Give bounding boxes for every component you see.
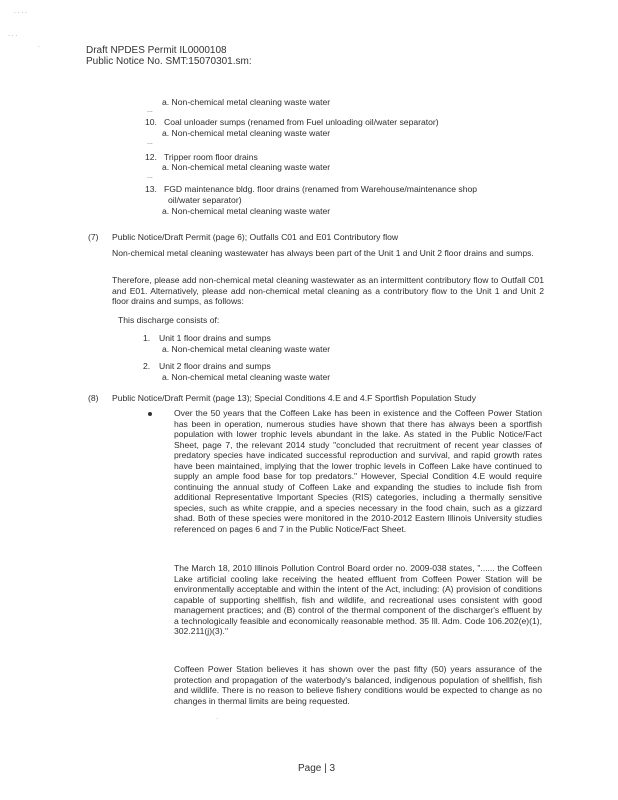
scan-speck: · · · · [14,10,27,16]
ellipsis: ... [147,139,153,146]
ellipsis: ... [147,173,153,180]
scan-speck: · · · [8,33,18,39]
list-item-sub: a. Non-chemical metal cleaning waste water [162,97,331,107]
list-item-text: FGD maintenance bldg. floor drains (renamed from Warehouse/maintenance shop [164,184,478,194]
section-number: (8) [88,393,99,403]
list-item-number: 12. [145,152,157,162]
list-item-sub: a. Non-chemical metal cleaning waste water [162,344,331,354]
scan-speck: · [38,44,40,50]
section-title: Public Notice/Draft Permit (page 13); Special Conditions 4.E and 4.F Sportfish Population Study [112,393,476,403]
page-header [86,45,252,67]
section-paragraph: Non-chemical metal cleaning wastewater has always been part of the Unit 1 and Unit 2 floor drains and sumps. [112,248,534,258]
list-item-text: Tripper room floor drains [164,152,258,162]
header-notice-line: Public Notice No. SMT:15070301.sm: [86,56,252,67]
bullet-icon [148,412,152,416]
section-paragraph: The March 18, 2010 Illinois Pollution Control Board order no. 2009-038 states, "...... the Coffeen Lake artificial cooling lake receiving the heated effluent from Coffeen Power Station will be environmentally acceptable and within the intent of the Act, including: (A) provision of conditions capable of supporting shellfish, fish and wildlife, and recreational uses consistent with good management practices; and (B) control of the thermal component of the discharger's effluent by a technologically feasible and economically reasonable method. 35 Ill. Adm. Code 106.202(e)(1), 302.211(j)(3)." [174,563,542,637]
list-item-number: 10. [145,117,157,127]
list-item-sub: a. Non-chemical metal cleaning waste water [162,128,331,138]
list-item-sub: a. Non-chemical metal cleaning waste water [162,162,331,172]
scan-speck: · [216,716,218,722]
list-item-text-cont: oil/water separator) [168,195,242,205]
list-item-text: Coal unloader sumps (renamed from Fuel unloading oil/water separator) [164,117,439,127]
section-title: Public Notice/Draft Permit (page 6); Outfalls C01 and E01 Contributory flow [112,232,399,242]
section-paragraph: Over the 50 years that the Coffeen Lake has been in existence and the Coffeen Power Station has been in operation, numerous studies have shown that there has always been a sportfish population with lower trophic levels abundant in the lake. As stated in the Public Notice/Fact Sheet, page 7, the relevant 2014 study "concluded that recruitment of recent year classes of predatory species have indicated successful reproduction and survival, and rapid growth rates have been maintained, implying that the lower trophic levels in Coffeen Lake have continued to supply an ample food base for top predators." However, Special Condition 4.E would require continuing the annual study of Coffeen Lake and expanding the studies to include fish from additional Representative Important Species (RIS) categories, including a thermally sensitive species, such as white crappie, and a species necessary in the food chain, such as a gizzard shad. Both of these species were monitored in the 2010-2012 Eastern Illinois University studies referenced on pages 6 and 7 in the Public Notice/Fact Sheet. [174,408,542,535]
ellipsis: ... [147,107,153,114]
section-paragraph: Therefore, please add non-chemical metal cleaning wastewater as an intermittent contributory flow to Outfall C01 and E01. Alternatively, please add non-chemical metal cleaning as a contributory flow to the Unit 1 and Unit 2 floor drains and sumps, as follows: [112,275,544,307]
list-item-text: Unit 1 floor drains and sumps [159,333,271,343]
list-item-sub: a. Non-chemical metal cleaning waste water [162,372,331,382]
list-item-number: 1. [143,333,151,343]
section-paragraph: This discharge consists of: [118,315,220,325]
list-item-number: 13. [145,184,157,194]
list-item-text: Unit 2 floor drains and sumps [159,361,271,371]
section-number: (7) [88,232,99,242]
list-item-number: 2. [143,361,151,371]
list-item-sub: a. Non-chemical metal cleaning waste water [162,206,331,216]
page-number: Page | 3 [298,763,336,774]
section-paragraph: Coffeen Power Station believes it has shown over the past fifty (50) years assurance of the protection and propagation of the waterbody's balanced, indigenous population of shellfish, fish and wildlife. There is no reason to believe fishery conditions would be expected to change as no changes in thermal limits are being requested. [174,664,542,706]
header-permit-line: Draft NPDES Permit IL0000108 [86,45,227,56]
